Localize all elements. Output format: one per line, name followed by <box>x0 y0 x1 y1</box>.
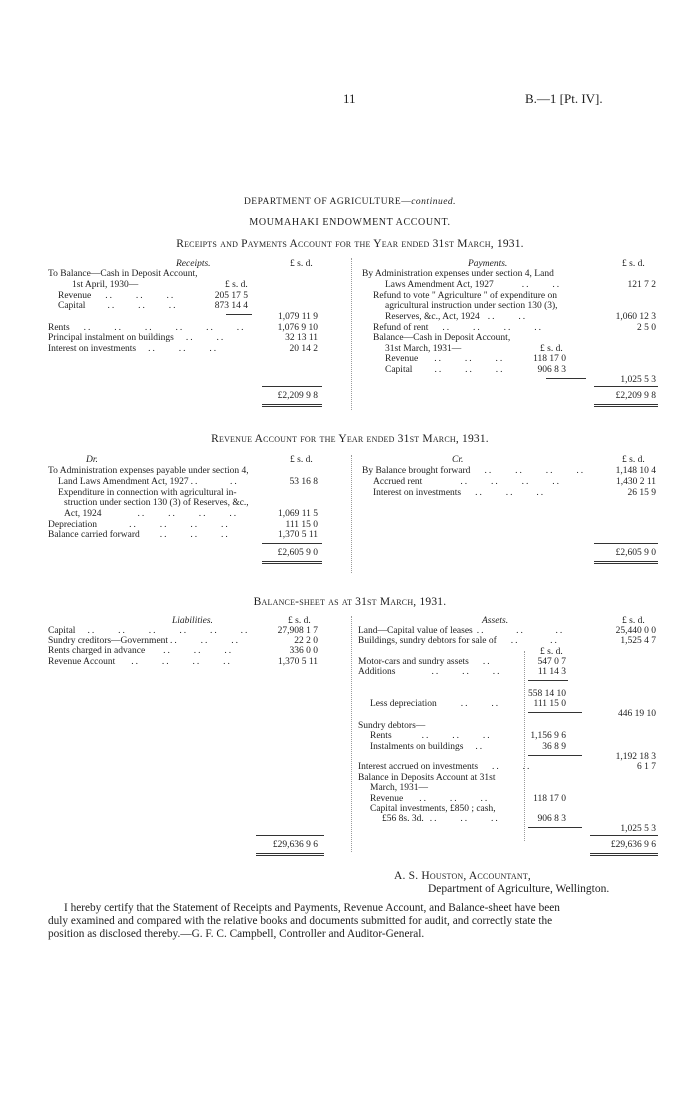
ra-brought-amount: 1,148 10 4 <box>615 466 656 476</box>
ra-rent-amount: 1,430 2 11 <box>615 477 656 487</box>
bs-motor-amount: 547 0 7 <box>537 657 566 667</box>
rp-balance-line2: 1st April, 1930— <box>72 280 139 290</box>
rp-refund-line1: Refund to vote " Agriculture " of expenditure on <box>373 291 557 301</box>
bs-motor-label: Motor-cars and sundry assets .. <box>358 657 492 667</box>
ra-right-total-rule <box>594 543 658 544</box>
revenue-right-lsd-header: £ s. d. <box>622 455 645 465</box>
signature-name: A. S. Houston, Accountant, <box>394 870 531 882</box>
liabilities-label: Liabilities. <box>172 616 213 626</box>
department-heading-suffix: continued. <box>411 197 457 207</box>
bs-less-dep-label: Less depreciation .. .. <box>370 699 501 709</box>
bs-left-total: £29,636 9 6 <box>272 840 318 850</box>
rp-principal-label: Principal instalment on buildings .. .. <box>48 333 226 343</box>
bs-rents-label: Rents charged in advance .. .. .. <box>48 646 234 656</box>
liabilities-lsd-header: £ s. d. <box>288 616 311 626</box>
department-heading-text: DEPARTMENT OF AGRICULTURE— <box>243 197 412 207</box>
rp-rents-amount: 1,076 9 10 <box>277 323 318 333</box>
bs-capital-amount: 27,908 1 7 <box>277 626 318 636</box>
rp-admin-amount: 121 7 2 <box>627 280 656 290</box>
rp-refund-amount: 1,060 12 3 <box>615 312 656 322</box>
rp-right-total: £2,209 9 8 <box>615 391 656 401</box>
ra-exp-line2: struction under section 130 (3) of Reserves, &c., <box>64 498 249 508</box>
revenue-left-lsd-header: £ s. d. <box>290 455 313 465</box>
bs-deposit-line2: March, 1931— <box>370 783 429 793</box>
bs-dep-revenue-amount: 118 17 0 <box>533 794 566 804</box>
payments-lsd-header: £ s. d. <box>622 259 645 269</box>
bs-debt-inst-amount: 36 8 9 <box>542 742 566 752</box>
bs-dep-capital-line2: £56 8s. 3d. .. .. .. <box>382 814 500 824</box>
rp-cash-rule <box>546 378 586 379</box>
bs-additions-amount: 11 14 3 <box>537 667 566 677</box>
ra-admin-line1: To Administration expenses payable under section 4, <box>48 466 249 476</box>
document-reference: B.—1 [Pt. IV]. <box>525 91 603 106</box>
rp-balance-total: 1,079 11 9 <box>277 312 318 322</box>
department-heading <box>0 198 700 208</box>
bs-inner-lsd-header: £ s. d. <box>540 647 563 657</box>
bs-revenue-label: Revenue Account .. .. .. .. <box>48 657 232 667</box>
bs-less-dep-rule <box>528 712 582 713</box>
bs-debtors-total: 1,192 18 3 <box>615 752 656 762</box>
rp-right-capital-amount: 906 8 3 <box>537 365 566 375</box>
bs-buildings-amount: 1,525 4 7 <box>620 636 656 646</box>
ra-left-total-double-rule <box>262 561 322 564</box>
ra-right-total: £2,605 9 0 <box>615 548 656 558</box>
bs-debt-rents-label: Rents .. .. .. <box>370 731 492 741</box>
ra-brought-label: By Balance brought forward .. .. .. .. <box>362 466 586 476</box>
ra-rent-label: Accrued rent .. .. .. .. <box>373 477 561 487</box>
bs-deposit-line1: Balance in Deposits Account at 31st <box>358 773 496 783</box>
rp-interest-label: Interest on investments .. .. .. <box>48 344 219 354</box>
revenue-account-title: Revenue Account for the Year ended 31st March, 1931. <box>211 433 489 445</box>
rp-cash-line1: Balance—Cash in Deposit Account, <box>373 333 511 343</box>
receipts-lsd-header: £ s. d. <box>290 259 313 269</box>
bs-buildings-label: Buildings, sundry debtors for sale of .. .. <box>358 636 559 646</box>
rp-right-total-double-rule <box>594 404 658 407</box>
rp-refund-line2: agricultural instruction under section 130 (3), <box>385 301 558 311</box>
rp-rents-label: Rents .. .. .. .. .. .. <box>48 323 246 333</box>
certificate-line2: duly examined and compared with the relative books and documents submitted for audit, and correctly state the <box>48 915 553 927</box>
payments-label: Payments. <box>468 259 508 269</box>
balance-sheet-divider <box>351 616 352 852</box>
rp-revenue-amount: 205 17 5 <box>214 291 248 301</box>
bs-interest-label: Interest accrued on investments .. .. <box>358 762 532 772</box>
bs-additions-rule <box>528 680 568 681</box>
bs-debt-inst-label: Instalments on buildings .. <box>370 742 485 752</box>
page-number: 11 <box>343 91 356 106</box>
rp-right-revenue-label: Revenue .. .. .. <box>385 354 505 364</box>
rp-rent-refund-label: Refund of rent .. .. .. .. <box>373 323 544 333</box>
revenue-account-divider <box>351 455 352 573</box>
ra-depreciation-amount: 111 15 0 <box>285 520 318 530</box>
rp-capital-label: Capital .. .. .. <box>58 301 178 311</box>
rp-cash-total: 1,025 5 3 <box>620 375 656 385</box>
assets-lsd-header: £ s. d. <box>622 616 645 626</box>
bs-creditors-amount: 22 2 0 <box>294 636 318 646</box>
bs-additions-label: Additions .. .. .. <box>358 667 502 677</box>
ra-right-total-double-rule <box>594 561 658 564</box>
bs-net-motor: 446 19 10 <box>618 709 656 719</box>
rp-balance-line1: To Balance—Cash in Deposit Account, <box>48 269 198 279</box>
bs-capital-label: Capital .. .. .. .. .. .. <box>48 626 250 636</box>
rp-right-revenue-amount: 118 17 0 <box>533 354 566 364</box>
bs-interest-amount: 6 1 7 <box>637 762 656 772</box>
rp-right-inner-lsd-header: £ s. d. <box>540 344 563 354</box>
rp-rent-refund-amount: 2 5 0 <box>637 323 656 333</box>
rp-refund-line3: Reserves, &c., Act, 1924 .. .. <box>385 312 528 322</box>
receipts-payments-title: Receipts and Payments Account for the Year ended 31st March, 1931. <box>176 238 524 250</box>
bs-left-total-rule <box>256 835 324 836</box>
ra-exp-line3: Act, 1924 .. .. .. .. <box>64 509 239 519</box>
bs-right-total-double-rule <box>590 853 658 856</box>
bs-dep-capital-amount: 906 8 3 <box>537 814 566 824</box>
bs-deposit-rule <box>528 827 582 828</box>
bs-right-total: £29,636 9 6 <box>610 840 656 850</box>
bs-rents-amount: 336 0 0 <box>289 646 318 656</box>
ra-exp-line1: Expenditure in connection with agricultural in- <box>58 488 237 498</box>
rp-admin-line2: Laws Amendment Act, 1927 .. .. <box>385 280 562 290</box>
bs-dep-capital-line1: Capital investments, £850 ; cash, <box>370 804 496 814</box>
bs-debtors-label: Sundry debtors— <box>358 721 426 731</box>
rp-principal-amount: 32 13 11 <box>285 333 318 343</box>
bs-dep-revenue-label: Revenue .. .. .. <box>370 794 490 804</box>
bs-deposit-total: 1,025 5 3 <box>620 824 656 834</box>
ra-carried-label: Balance carried forward .. .. .. <box>48 530 230 540</box>
bs-land-amount: 25,440 0 0 <box>615 626 656 636</box>
rp-left-total: £2,209 9 8 <box>277 391 318 401</box>
receipts-label: Receipts. <box>176 259 211 269</box>
bs-motor-subtotal: 558 14 10 <box>528 689 566 699</box>
cr-label: Cr. <box>452 455 464 465</box>
ra-interest-amount: 26 15 9 <box>627 488 656 498</box>
rp-balance-rule <box>226 314 252 315</box>
rp-right-total-rule <box>594 386 658 387</box>
rp-left-total-rule <box>262 386 322 387</box>
certificate-line1: I hereby certify that the Statement of Receipts and Payments, Revenue Account, and Balance-sheet have been <box>64 902 560 914</box>
rp-interest-amount: 20 14 2 <box>289 344 318 354</box>
ra-depreciation-label: Depreciation .. .. .. .. <box>48 520 230 530</box>
rp-revenue-label: Revenue .. .. .. <box>58 291 176 301</box>
rp-left-total-double-rule <box>262 404 322 407</box>
dr-label: Dr. <box>86 455 98 465</box>
ra-interest-label: Interest on investments .. .. .. <box>373 488 546 498</box>
rp-inner-lsd-header: £ s. d. <box>225 280 248 290</box>
assets-label: Assets. <box>482 616 509 626</box>
rp-admin-line1: By Administration expenses under section 4, Land <box>362 269 554 279</box>
bs-creditors-label: Sundry creditors—Government .. .. .. <box>48 636 241 646</box>
ra-exp-amount: 1,069 11 5 <box>277 509 318 519</box>
rp-right-capital-label: Capital .. .. .. <box>385 365 505 375</box>
ra-carried-amount: 1,370 5 11 <box>277 530 318 540</box>
bs-land-label: Land—Capital value of leases .. .. .. <box>358 626 565 636</box>
ra-admin-amount: 53 16 8 <box>289 477 318 487</box>
bs-less-dep-amount: 111 15 0 <box>533 699 566 709</box>
bs-debtors-rule <box>528 755 582 756</box>
certificate-line3: position as disclosed thereby.—G. F. C. Campbell, Controller and Auditor-General. <box>48 928 425 940</box>
receipts-payments-divider <box>351 258 352 410</box>
rp-capital-amount: 873 14 4 <box>214 301 248 311</box>
ra-left-total-rule <box>262 543 322 544</box>
rp-cash-line2: 31st March, 1931— <box>385 344 462 354</box>
ra-admin-line2: Land Laws Amendment Act, 1927 .. .. <box>58 477 239 487</box>
balance-sheet-title: Balance-sheet as at 31st March, 1931. <box>253 596 447 608</box>
bs-left-total-double-rule <box>256 853 324 856</box>
bs-debt-rents-amount: 1,156 9 6 <box>530 731 566 741</box>
signature-department: Department of Agriculture, Wellington. <box>428 883 610 895</box>
bs-revenue-amount: 1,370 5 11 <box>277 657 318 667</box>
account-title: MOUMAHAKI ENDOWMENT ACCOUNT. <box>249 217 451 228</box>
bs-right-total-rule <box>590 835 658 836</box>
ra-left-total: £2,605 9 0 <box>277 548 318 558</box>
